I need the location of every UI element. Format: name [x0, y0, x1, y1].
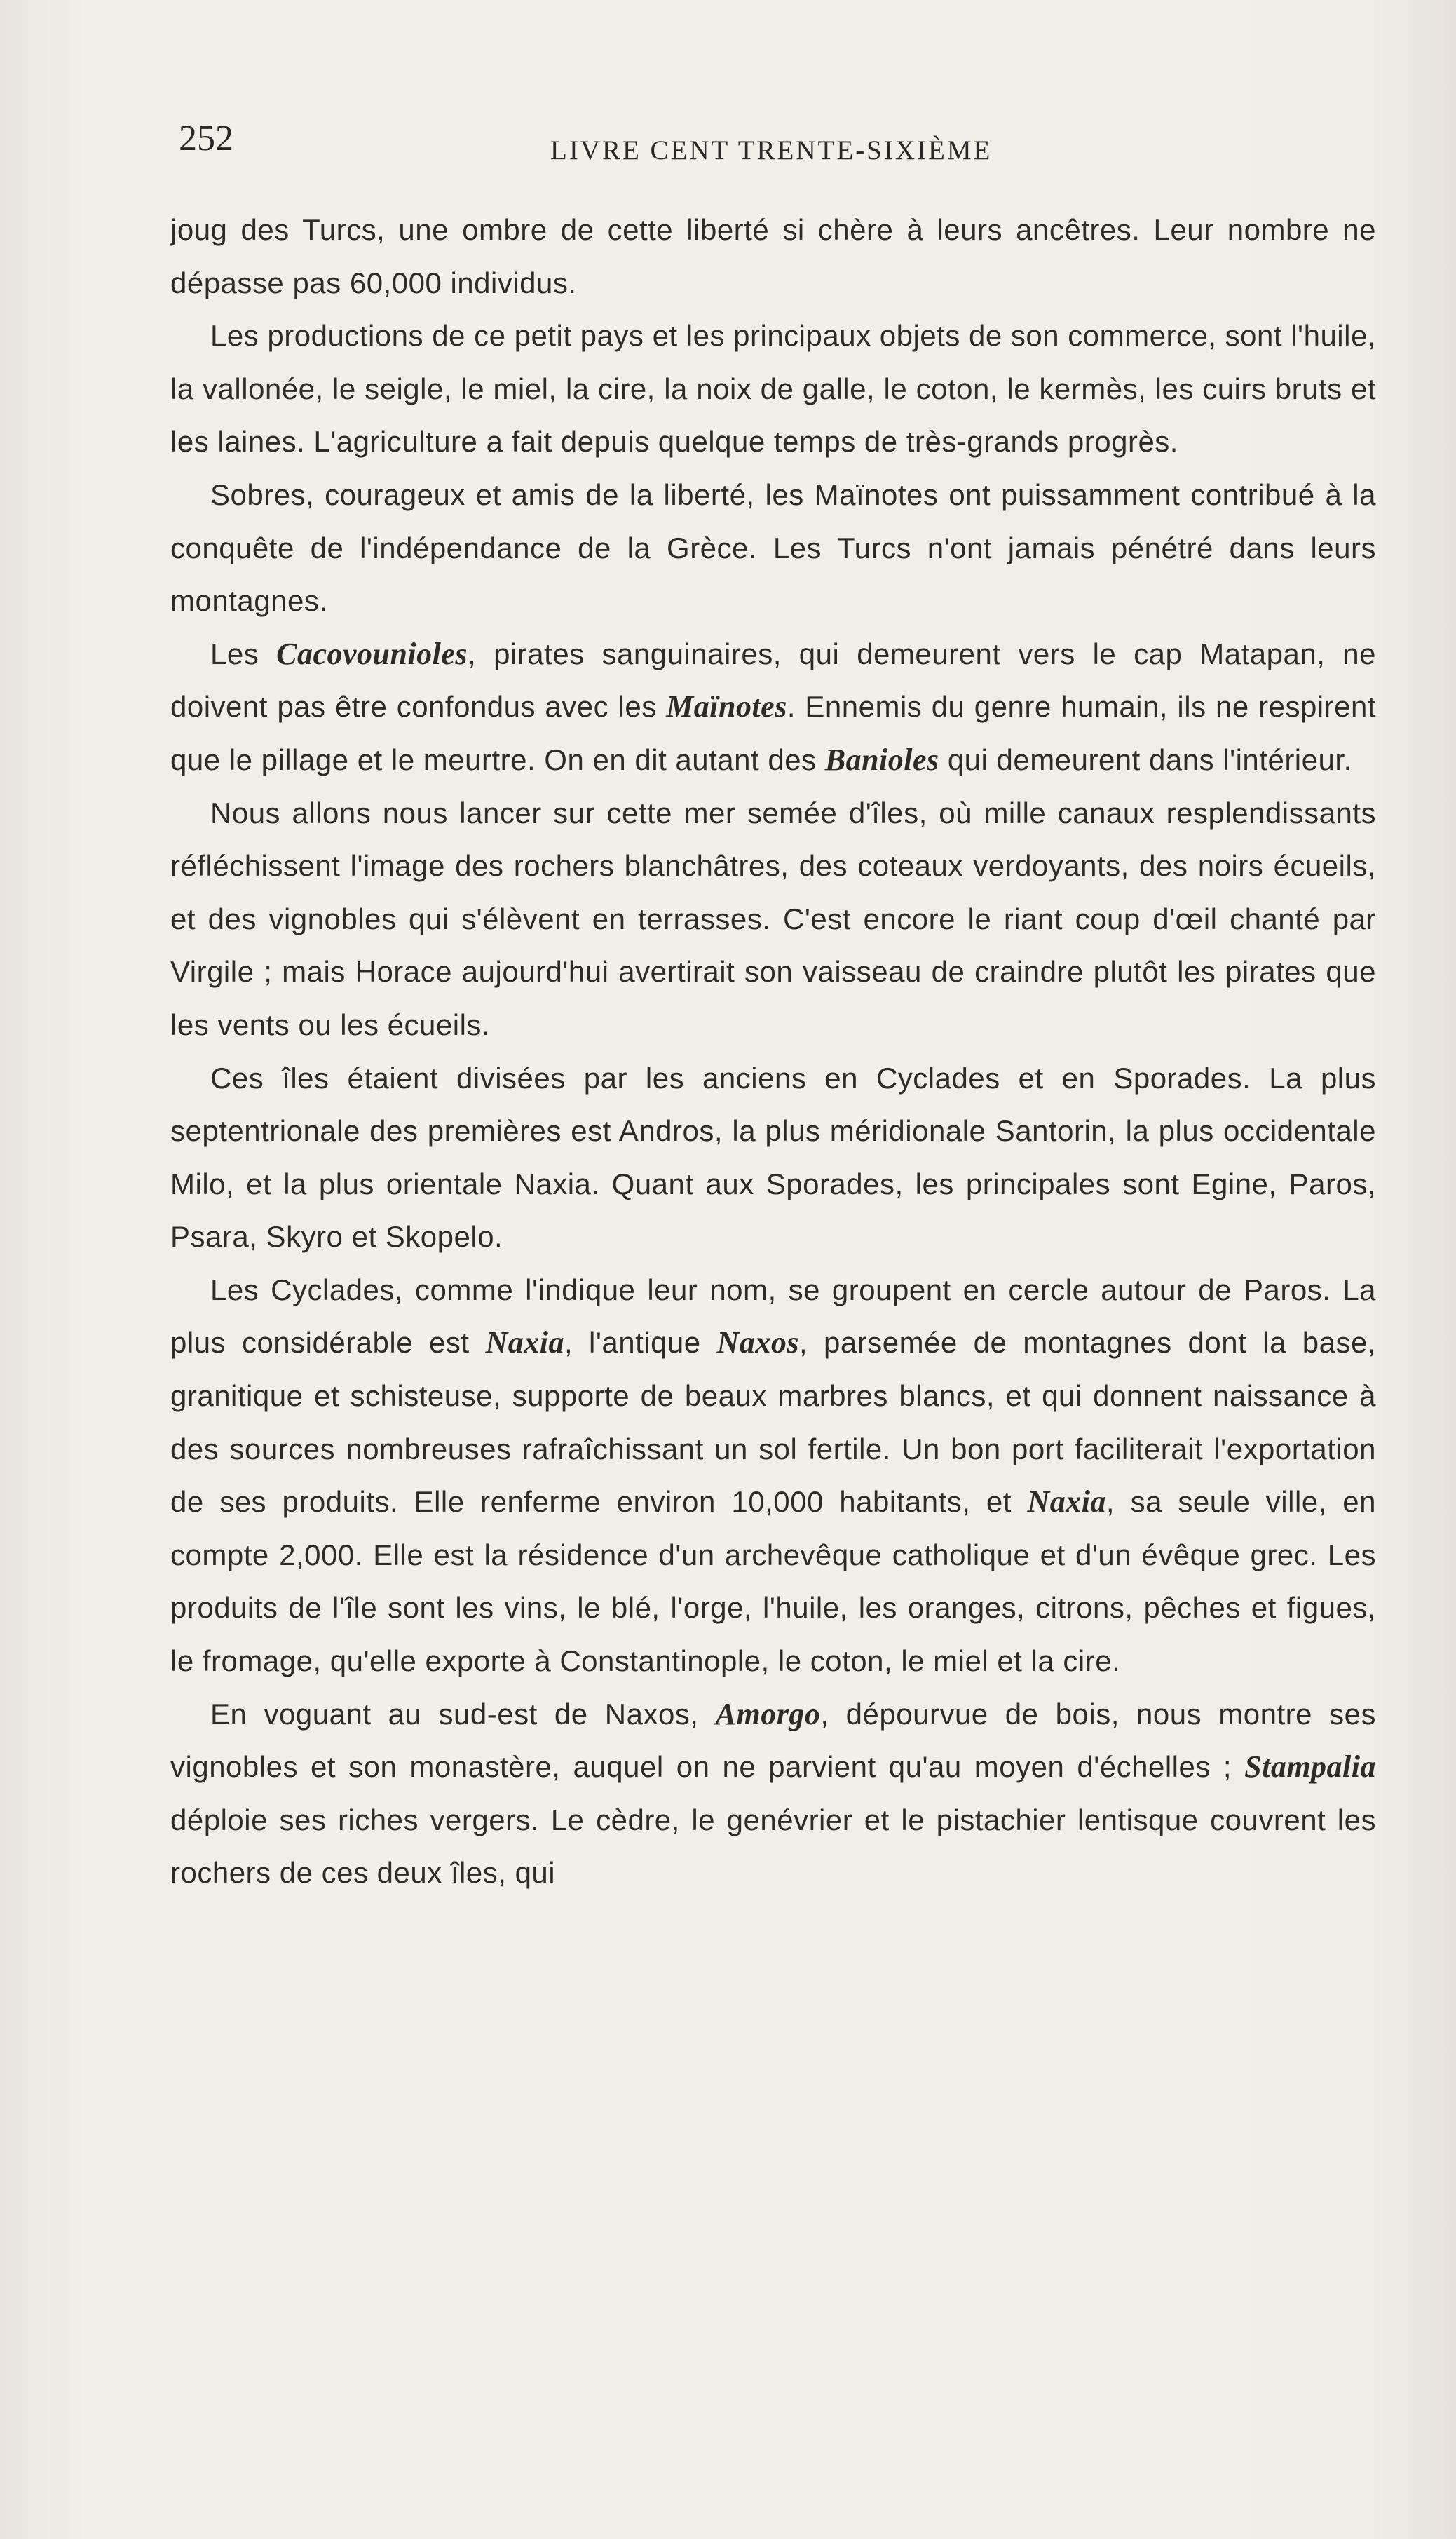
text-segment: En voguant au sud-est de Naxos, — [210, 1697, 716, 1731]
paragraph-7 — [170, 1264, 1376, 1688]
text-segment: Les — [210, 637, 277, 670]
page-header — [179, 118, 1377, 181]
page-number: 252 — [179, 119, 233, 158]
paragraph-1 — [170, 203, 1376, 309]
text-segment: , sa seule ville, en compte 2,000. Elle est la résidence d'un archevêque catholique et d'un évêque grec. Les produits de l'île sont les vins, le blé, l'orge, l'huile, les oranges, citrons, pêches et figues, le fromage, qu'elle exporte à Constantinople, le coton, le miel et la cire. — [170, 1485, 1376, 1678]
text-segment: Les Cyclades, comme l'indique leur nom, se groupent en cercle autour de Paros. La plus considérable est — [170, 1273, 1376, 1360]
italic-term: Amorgo — [715, 1696, 821, 1731]
italic-term: Banioles — [824, 742, 939, 777]
text-segment: , parsemée de montagnes dont la base, granitique et schisteuse, supporte de beaux marbres blancs, et qui donnent naissance à des sources nombreuses rafraîchissant un sol fertile. Un bon port faciliterait l'exportation de ses produits. Elle renferme environ 10,000 habitants, et — [170, 1326, 1376, 1519]
paragraph-8 — [170, 1688, 1376, 1900]
text-segment: Sobres, courageux et amis de la liberté, les Maïnotes ont puissamment contribué à la conquête de l'indépendance de la Grèce. Les Turcs n'ont jamais pénétré dans leurs montagnes. — [170, 478, 1376, 618]
text-segment: , pirates sanguinaires, qui demeurent vers le cap Matapan, ne doivent pas être confondus avec les — [170, 637, 1376, 724]
text-segment: , l'antique — [564, 1326, 717, 1360]
italic-term: Naxia — [485, 1325, 564, 1360]
text-segment: Nous allons nous lancer sur cette mer semée d'îles, où mille canaux resplendissants réfléchissent l'image des rochers blanchâtres, des coteaux verdoyants, des noirs écueils, et des vignobles qui s'élèvent en terrasses. C'est encore le riant coup d'œil chanté par Virgile ; mais Horace aujourd'hui avertirait son vaisseau de craindre plutôt les pirates que les vents ou les écueils. — [170, 796, 1376, 1041]
paragraph-3 — [170, 468, 1376, 628]
paragraph-6 — [170, 1052, 1376, 1264]
body-text — [170, 203, 1376, 1900]
paragraph-5 — [170, 787, 1376, 1052]
italic-term: Naxos — [716, 1325, 799, 1360]
text-segment: Les productions de ce petit pays et les principaux objets de son commerce, sont l'huile, la vallonée, le seigle, le miel, la cire, la noix de galle, le coton, le kermès, les cuirs bruts et les laines. L'agriculture a fait depuis quelque temps de très-grands progrès. — [170, 319, 1376, 459]
paragraph-4 — [170, 628, 1376, 787]
text-segment: , dépourvue de bois, nous montre ses vignobles et son monastère, auquel on ne parvient qu'au moyen d'échelles ; — [170, 1697, 1377, 1784]
text-segment: Ces îles étaient divisées par les anciens en Cyclades et en Sporades. La plus septentrionale des premières est Andros, la plus méridionale Santorin, la plus occidentale Milo, et la plus orientale Naxia. Quant aux Sporades, les principales sont Egine, Paros, Psara, Skyro et Skopelo. — [170, 1061, 1376, 1254]
italic-term: Maïnotes — [666, 689, 787, 724]
text-segment: qui demeurent dans l'intérieur. — [939, 743, 1352, 776]
paragraph-2 — [170, 309, 1376, 468]
text-segment: . Ennemis du genre humain, ils ne respirent que le pillage et le meurtre. On en dit autant des — [170, 690, 1377, 776]
italic-term: Naxia — [1027, 1484, 1106, 1519]
text-segment: déploie ses riches vergers. Le cèdre, le genévrier et le pistachier lentisque couvrent les rochers de ces deux îles, qui — [170, 1803, 1376, 1890]
running-head: LIVRE CENT TRENTE-SIXIÈME — [550, 135, 993, 165]
italic-term: Cacovounioles — [276, 636, 468, 671]
text-segment: joug des Turcs, une ombre de cette liberté si chère à leurs ancêtres. Leur nombre ne dépasse pas 60,000 individus. — [170, 213, 1376, 299]
italic-term: Stampalia — [1244, 1749, 1376, 1785]
